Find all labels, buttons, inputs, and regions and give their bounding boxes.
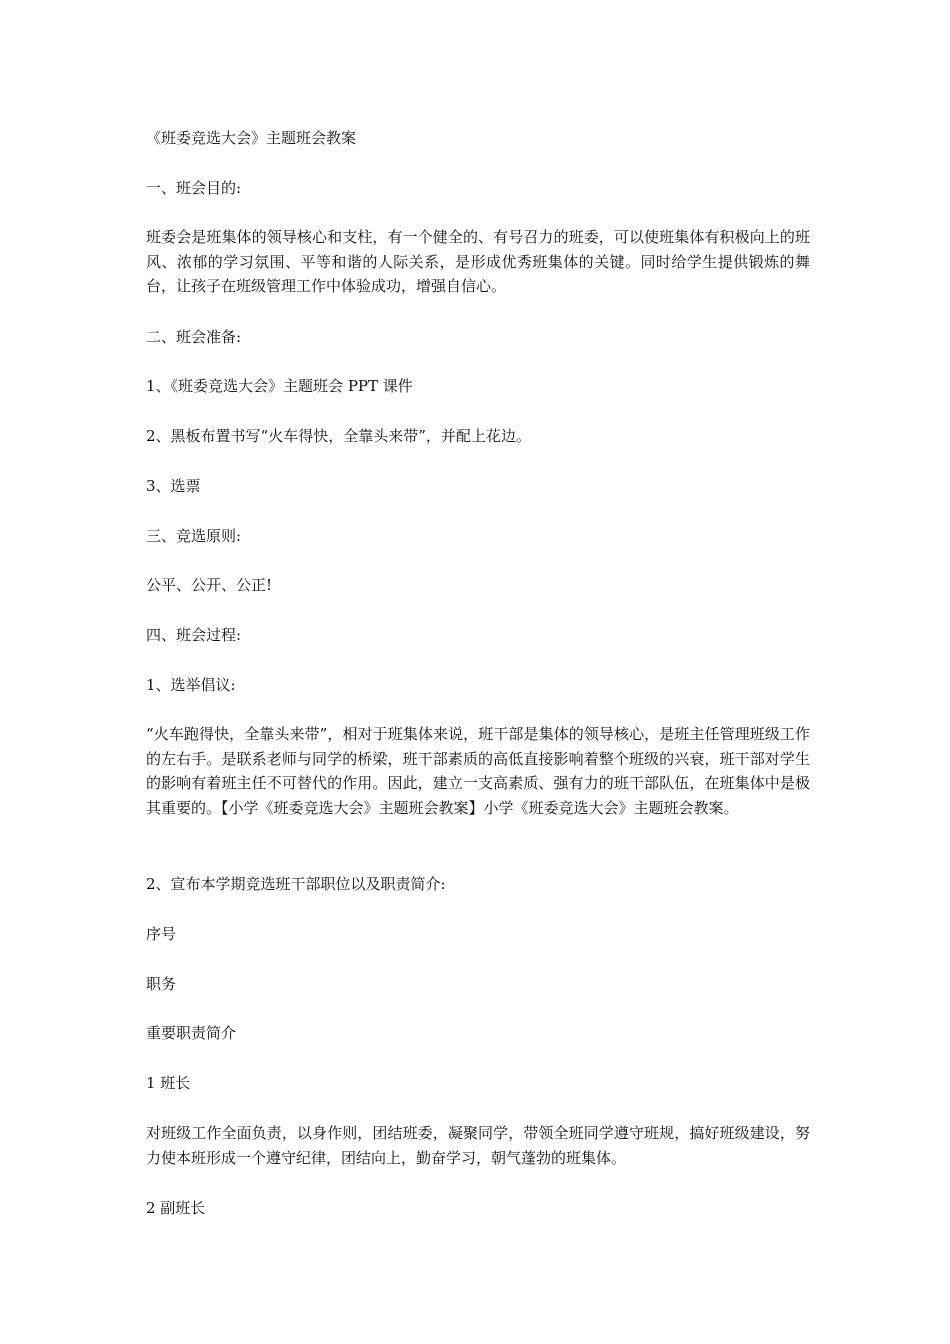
document-title: 《班委竞选大会》主题班会教案 — [146, 129, 357, 147]
subheading-positions: 2、宣布本学期竞选班干部职位以及职责简介: — [146, 875, 446, 893]
table-header-position: 职务 — [146, 975, 177, 993]
list-item-ballot: 3、选票 — [146, 477, 201, 495]
section-heading-purpose: 一、班会目的: — [146, 179, 242, 197]
position-monitor: 1 班长 — [146, 1074, 191, 1092]
table-header-number: 序号 — [146, 925, 177, 943]
position-vice-monitor: 2 副班长 — [146, 1199, 206, 1217]
list-item-blackboard: 2、黑板布置书写“火车得快，全靠头来带”，并配上花边。 — [146, 427, 531, 445]
list-item-ppt: 1、《班委竞选大会》主题班会 PPT 课件 — [146, 377, 413, 395]
duties-monitor: 对班级工作全面负责，以身作则，团结班委，凝聚同学，带领全班同学遵守班规，搞好班级建设，努力使本班形成一个遵守纪律，团结向上，勤奋学习，朝气蓬勃的班集体。 — [146, 1124, 810, 1167]
section-heading-principles: 三、竞选原则: — [146, 527, 242, 545]
subheading-initiative: 1、选举倡议: — [146, 676, 236, 694]
section-heading-process: 四、班会过程: — [146, 626, 242, 644]
table-header-duties: 重要职责简介 — [146, 1024, 237, 1042]
paragraph-principles: 公平、公开、公正! — [146, 576, 273, 594]
paragraph-purpose: 班委会是班集体的领导核心和支柱，有一个健全的、有号召力的班委，可以使班集体有积极向上的班风、浓郁的学习氛围、平等和谐的人际关系，是形成优秀班集体的关键。同时给学生提供锻炼的舞台，让孩子在班级管理工作中体验成功，增强自信心。 — [146, 228, 810, 295]
section-heading-preparation: 二、班会准备: — [146, 328, 242, 346]
paragraph-initiative: “火车跑得快，全靠头来带”，相对于班集体来说，班干部是集体的领导核心，是班主任管理班级工作的左右手。是联系老师与同学的桥梁，班干部素质的高低直接影响着整个班级的兴衰，班干部对学生的影响有着班主任不可替代的作用。因此，建立一支高素质、强有力的班干部队伍，在班集体中是极其重要的。【小学《班委竞选大会》主题班会教案】小学《班委竞选大会》主题班会教案。 — [146, 725, 810, 817]
